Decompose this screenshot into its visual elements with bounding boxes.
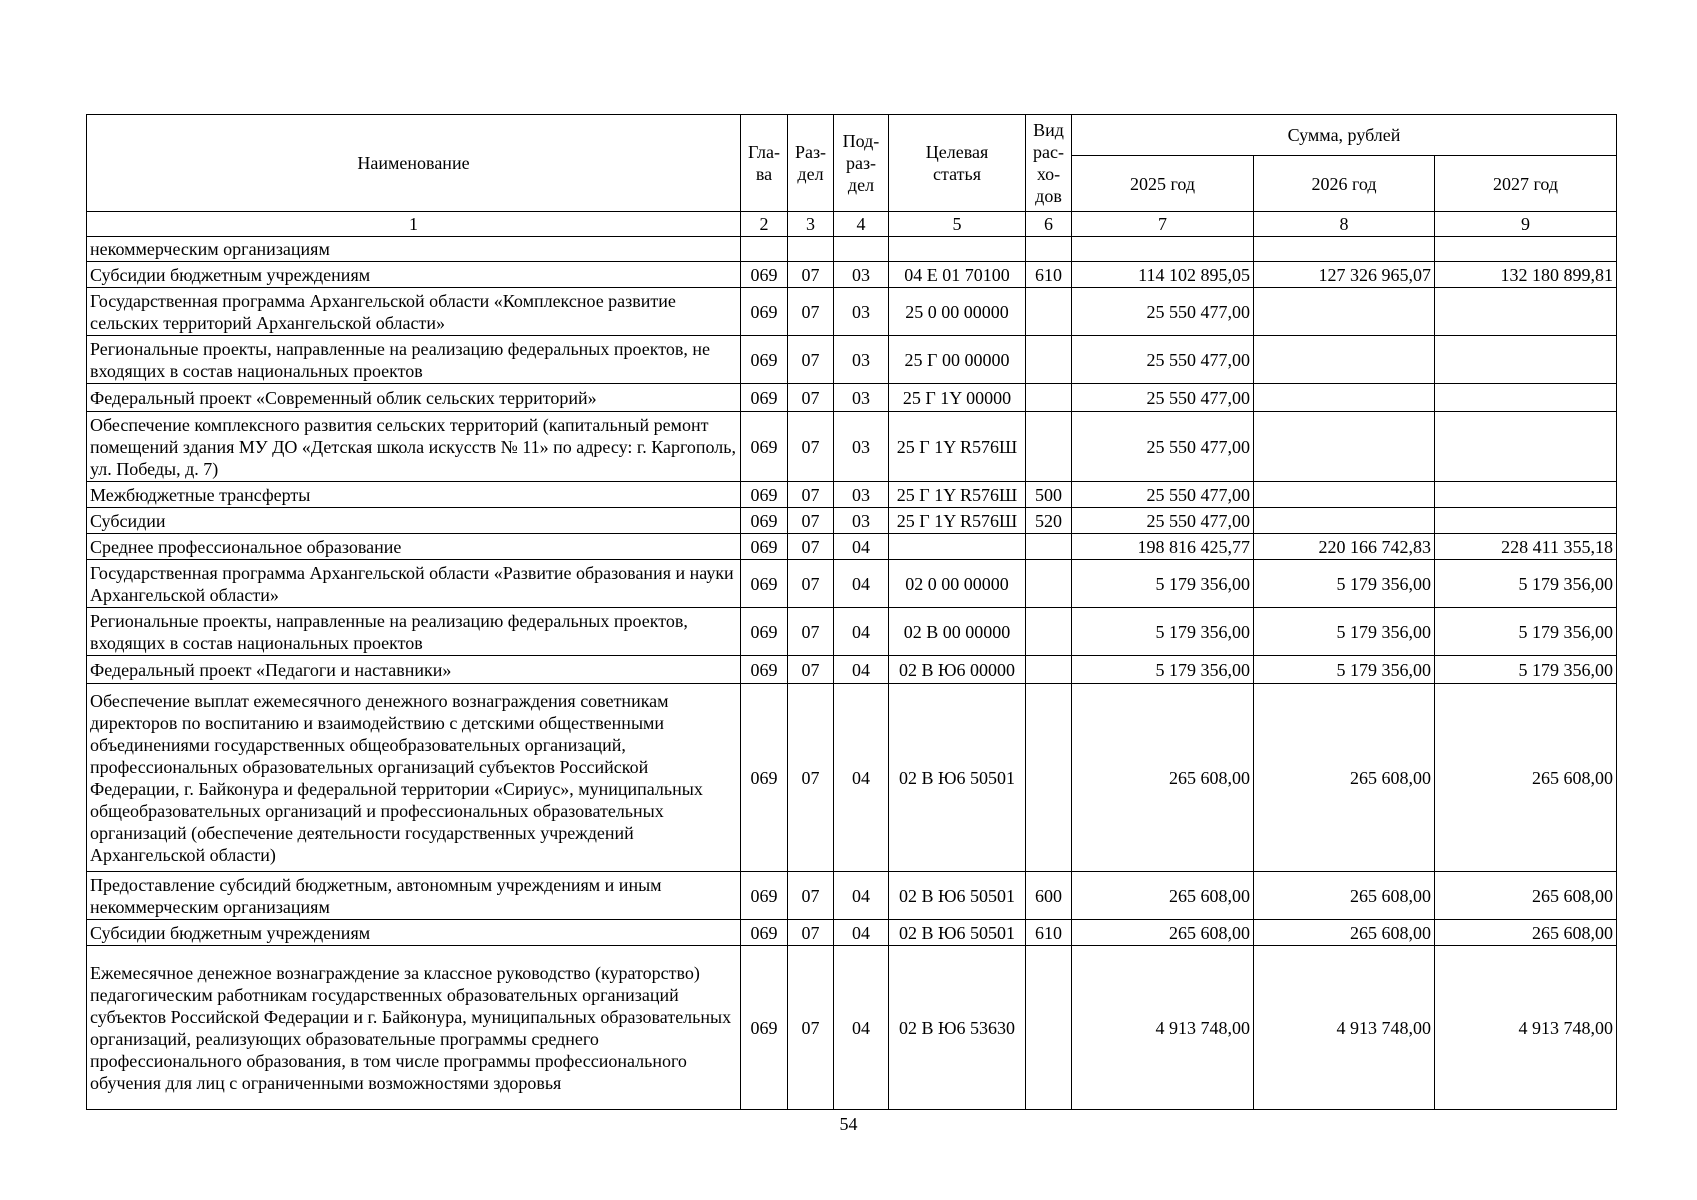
row-vid (1026, 608, 1072, 656)
row-sum-2025: 25 550 477,00 (1072, 336, 1254, 384)
row-podrazdel (834, 237, 889, 262)
row-vid (1026, 412, 1072, 482)
row-target: 02 0 00 00000 (889, 560, 1026, 608)
row-razdel: 07 (788, 656, 834, 684)
row-sum-2026: 127 326 965,07 (1254, 262, 1435, 288)
row-glava: 069 (741, 262, 788, 288)
row-sum-2026 (1254, 384, 1435, 412)
row-razdel: 07 (788, 534, 834, 560)
row-sum-2027: 5 179 356,00 (1435, 560, 1617, 608)
row-name: Межбюджетные трансферты (87, 482, 741, 508)
row-sum-2027 (1435, 508, 1617, 534)
table-row (87, 412, 1617, 482)
row-sum-2026: 265 608,00 (1254, 920, 1435, 946)
row-sum-2025: 25 550 477,00 (1072, 412, 1254, 482)
row-sum-2027: 4 913 748,00 (1435, 946, 1617, 1110)
row-target: 25 Г 1Y R576Ш (889, 412, 1026, 482)
row-sum-2027: 228 411 355,18 (1435, 534, 1617, 560)
row-glava: 069 (741, 288, 788, 336)
row-podrazdel: 03 (834, 508, 889, 534)
row-podrazdel: 04 (834, 946, 889, 1110)
row-vid (1026, 656, 1072, 684)
table-row (87, 684, 1617, 872)
row-target: 25 Г 1Y R576Ш (889, 482, 1026, 508)
row-vid (1026, 237, 1072, 262)
row-razdel: 07 (788, 946, 834, 1110)
row-target: 25 0 00 00000 (889, 288, 1026, 336)
row-sum-2026 (1254, 412, 1435, 482)
row-glava: 069 (741, 336, 788, 384)
row-glava: 069 (741, 384, 788, 412)
row-sum-2027 (1435, 288, 1617, 336)
row-name: Региональные проекты, направленные на реализацию федеральных проектов, не входящих в состав национальных проектов (87, 336, 741, 384)
row-sum-2027 (1435, 336, 1617, 384)
row-podrazdel: 04 (834, 872, 889, 920)
header-2026: 2026 год (1254, 156, 1435, 212)
row-name: Федеральный проект «Педагоги и наставники» (87, 656, 741, 684)
row-glava: 069 (741, 560, 788, 608)
row-podrazdel: 03 (834, 336, 889, 384)
row-podrazdel: 03 (834, 412, 889, 482)
row-razdel: 07 (788, 288, 834, 336)
col-index: 1 (87, 212, 741, 237)
header-name: Наименование (87, 115, 741, 212)
row-sum-2026 (1254, 482, 1435, 508)
row-sum-2026 (1254, 336, 1435, 384)
row-sum-2025: 265 608,00 (1072, 920, 1254, 946)
row-glava: 069 (741, 656, 788, 684)
row-sum-2026: 265 608,00 (1254, 684, 1435, 872)
row-name: Федеральный проект «Современный облик сельских территорий» (87, 384, 741, 412)
col-index: 2 (741, 212, 788, 237)
row-sum-2026: 4 913 748,00 (1254, 946, 1435, 1110)
row-glava: 069 (741, 872, 788, 920)
header-2025: 2025 год (1072, 156, 1254, 212)
row-sum-2026: 265 608,00 (1254, 872, 1435, 920)
row-sum-2025: 198 816 425,77 (1072, 534, 1254, 560)
row-target: 02 В Ю6 50501 (889, 872, 1026, 920)
row-razdel: 07 (788, 872, 834, 920)
row-target: 04 Е 01 70100 (889, 262, 1026, 288)
table-row (87, 384, 1617, 412)
row-podrazdel: 04 (834, 560, 889, 608)
row-vid (1026, 560, 1072, 608)
row-target: 25 Г 00 00000 (889, 336, 1026, 384)
row-sum-2025: 265 608,00 (1072, 684, 1254, 872)
row-podrazdel: 03 (834, 262, 889, 288)
table-row (87, 946, 1617, 1110)
table-row (87, 237, 1617, 262)
page-number: 54 (839, 1114, 858, 1134)
col-index: 7 (1072, 212, 1254, 237)
row-razdel (788, 237, 834, 262)
row-name: Обеспечение комплексного развития сельских территорий (капитальный ремонт помещений здания МУ ДО «Детская школа искусств № 11» по адресу: г. Каргополь, ул. Победы, д. 7) (87, 412, 741, 482)
row-sum-2025: 25 550 477,00 (1072, 384, 1254, 412)
row-sum-2027: 5 179 356,00 (1435, 608, 1617, 656)
row-sum-2025 (1072, 237, 1254, 262)
row-target: 25 Г 1Y R576Ш (889, 508, 1026, 534)
row-target: 02 В Ю6 50501 (889, 920, 1026, 946)
row-sum-2026 (1254, 288, 1435, 336)
header-row-top (87, 115, 1617, 156)
row-sum-2026: 5 179 356,00 (1254, 608, 1435, 656)
col-index: 4 (834, 212, 889, 237)
row-vid (1026, 684, 1072, 872)
table-row (87, 534, 1617, 560)
header-razdel: Раз- дел (788, 115, 834, 212)
row-glava: 069 (741, 946, 788, 1110)
row-glava: 069 (741, 482, 788, 508)
header-vid: Вид рас- хо- дов (1026, 115, 1072, 212)
row-razdel: 07 (788, 482, 834, 508)
row-sum-2027 (1435, 482, 1617, 508)
row-razdel: 07 (788, 684, 834, 872)
row-podrazdel: 03 (834, 384, 889, 412)
row-sum-2025: 5 179 356,00 (1072, 656, 1254, 684)
row-glava (741, 237, 788, 262)
row-target: 02 В Ю6 00000 (889, 656, 1026, 684)
table-row (87, 560, 1617, 608)
row-razdel: 07 (788, 560, 834, 608)
row-sum-2027: 5 179 356,00 (1435, 656, 1617, 684)
col-index: 8 (1254, 212, 1435, 237)
row-target (889, 534, 1026, 560)
row-glava: 069 (741, 534, 788, 560)
col-index: 9 (1435, 212, 1617, 237)
row-sum-2025: 25 550 477,00 (1072, 508, 1254, 534)
table-row (87, 336, 1617, 384)
row-podrazdel: 04 (834, 534, 889, 560)
row-razdel: 07 (788, 412, 834, 482)
row-razdel: 07 (788, 920, 834, 946)
row-razdel: 07 (788, 384, 834, 412)
header-sum: Сумма, рублей (1072, 115, 1617, 156)
row-name: Субсидии бюджетным учреждениям (87, 262, 741, 288)
row-sum-2027: 265 608,00 (1435, 920, 1617, 946)
row-sum-2025: 114 102 895,05 (1072, 262, 1254, 288)
row-sum-2027: 265 608,00 (1435, 684, 1617, 872)
table-row (87, 608, 1617, 656)
row-podrazdel: 03 (834, 288, 889, 336)
row-podrazdel: 03 (834, 482, 889, 508)
row-sum-2026 (1254, 508, 1435, 534)
row-vid: 500 (1026, 482, 1072, 508)
row-name: Обеспечение выплат ежемесячного денежного вознаграждения советникам директоров по воспитанию и взаимодействию с детскими общественными объединениями государственных общеобразовательных организаций, профессиональных образовательных организаций субъектов Российской Федерации, г. Байконура и федеральной территории «Сириус», муниципальных общеобразовательных организаций и профессиональных образовательных организаций (обеспечение деятельности государственных учреждений Архангельской области) (87, 684, 741, 872)
row-sum-2026: 220 166 742,83 (1254, 534, 1435, 560)
row-sum-2025: 265 608,00 (1072, 872, 1254, 920)
row-sum-2026: 5 179 356,00 (1254, 656, 1435, 684)
row-vid (1026, 384, 1072, 412)
col-index: 3 (788, 212, 834, 237)
row-target: 02 В 00 00000 (889, 608, 1026, 656)
row-razdel: 07 (788, 262, 834, 288)
row-vid (1026, 288, 1072, 336)
row-razdel: 07 (788, 336, 834, 384)
table-row (87, 508, 1617, 534)
row-name: Региональные проекты, направленные на реализацию федеральных проектов, входящих в состав национальных проектов (87, 608, 741, 656)
row-name: Предоставление субсидий бюджетным, автономным учреждениям и иным некоммерческим организациям (87, 872, 741, 920)
col-index: 6 (1026, 212, 1072, 237)
row-glava: 069 (741, 412, 788, 482)
row-podrazdel: 04 (834, 684, 889, 872)
row-sum-2025: 25 550 477,00 (1072, 482, 1254, 508)
row-sum-2027 (1435, 237, 1617, 262)
row-name: некоммерческим организациям (87, 237, 741, 262)
row-sum-2025: 5 179 356,00 (1072, 560, 1254, 608)
table-row (87, 262, 1617, 288)
row-sum-2025: 4 913 748,00 (1072, 946, 1254, 1110)
table-row (87, 872, 1617, 920)
row-vid: 610 (1026, 920, 1072, 946)
row-sum-2027 (1435, 412, 1617, 482)
row-name: Субсидии (87, 508, 741, 534)
row-glava: 069 (741, 508, 788, 534)
header-target: Целевая статья (889, 115, 1026, 212)
table-row (87, 656, 1617, 684)
row-podrazdel: 04 (834, 656, 889, 684)
table-row (87, 482, 1617, 508)
header-podrazdel: Под- раз- дел (834, 115, 889, 212)
row-sum-2025: 5 179 356,00 (1072, 608, 1254, 656)
row-sum-2026: 5 179 356,00 (1254, 560, 1435, 608)
header-glava: Гла- ва (741, 115, 788, 212)
row-sum-2025: 25 550 477,00 (1072, 288, 1254, 336)
budget-table (86, 114, 1617, 1110)
row-target: 02 В Ю6 53630 (889, 946, 1026, 1110)
col-index: 5 (889, 212, 1026, 237)
row-podrazdel: 04 (834, 608, 889, 656)
column-index-row (87, 212, 1617, 237)
row-razdel: 07 (788, 508, 834, 534)
row-vid: 600 (1026, 872, 1072, 920)
row-sum-2027: 132 180 899,81 (1435, 262, 1617, 288)
row-sum-2027: 265 608,00 (1435, 872, 1617, 920)
row-vid (1026, 946, 1072, 1110)
row-sum-2027 (1435, 384, 1617, 412)
row-target: 25 Г 1Y 00000 (889, 384, 1026, 412)
row-name: Субсидии бюджетным учреждениям (87, 920, 741, 946)
row-glava: 069 (741, 608, 788, 656)
row-glava: 069 (741, 920, 788, 946)
row-glava: 069 (741, 684, 788, 872)
row-target (889, 237, 1026, 262)
row-razdel: 07 (788, 608, 834, 656)
row-sum-2026 (1254, 237, 1435, 262)
header-2027: 2027 год (1435, 156, 1617, 212)
table-row (87, 288, 1617, 336)
row-podrazdel: 04 (834, 920, 889, 946)
row-vid: 610 (1026, 262, 1072, 288)
row-name: Среднее профессиональное образование (87, 534, 741, 560)
row-name: Государственная программа Архангельской области «Развитие образования и науки Архангельской области» (87, 560, 741, 608)
row-name: Ежемесячное денежное вознаграждение за классное руководство (кураторство) педагогическим работникам государственных образовательных организаций субъектов Российской Федерации и г. Байконура, муниципальных образовательных организаций, реализующих образовательные программы среднего профессионального образования, в том числе программы профессионального обучения для лиц с ограниченными возможностями здоровья (87, 946, 741, 1110)
row-target: 02 В Ю6 50501 (889, 684, 1026, 872)
row-vid (1026, 336, 1072, 384)
row-vid (1026, 534, 1072, 560)
row-vid: 520 (1026, 508, 1072, 534)
row-name: Государственная программа Архангельской области «Комплексное развитие сельских территорий Архангельской области» (87, 288, 741, 336)
table-row (87, 920, 1617, 946)
